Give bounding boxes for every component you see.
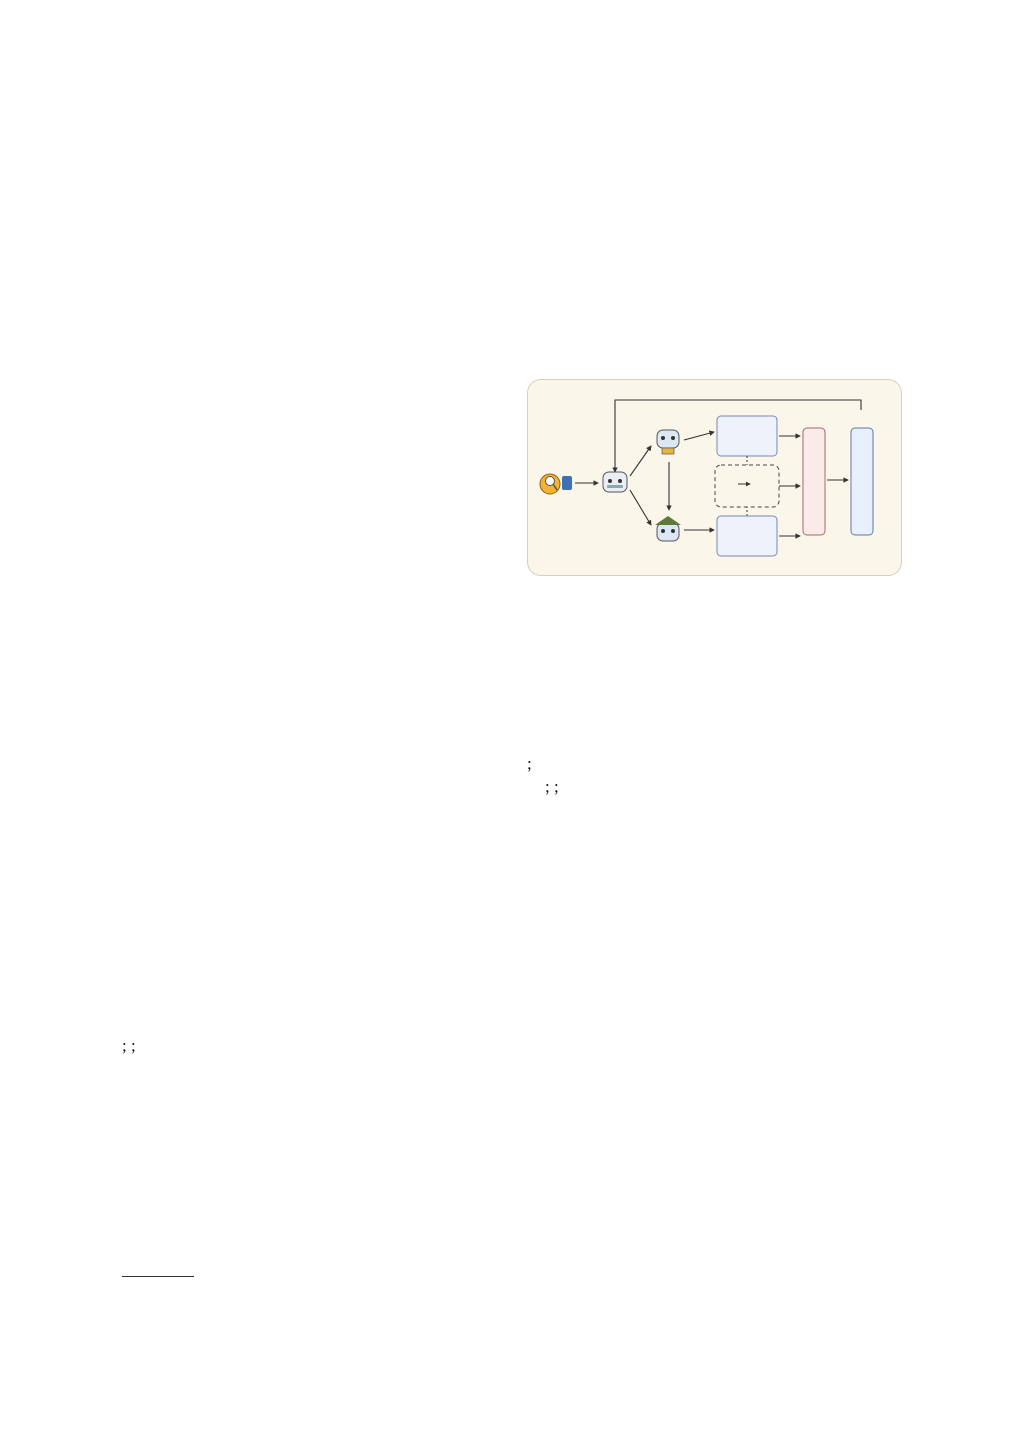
to-anchor-arrow [630,446,651,476]
figure-1 [527,379,902,576]
paragraph: ; [527,754,532,773]
paragraph: ; ; [545,777,559,797]
advantage-column [851,428,873,535]
explorer-robot-icon [655,516,681,541]
footnotes [122,1280,499,1325]
figure-1-diagram [528,380,901,575]
intro-paragraph: ; ; [122,1036,136,1055]
reward-column [803,428,825,535]
query-icon [540,474,572,494]
section-heading [122,995,152,1017]
rollout-top-box [717,416,777,456]
footnote-rule [122,1276,194,1277]
rollout-bottom-box [717,516,777,556]
anchor-rollout-arrow [684,432,714,440]
footnote-code [122,1303,499,1326]
policy-model-robot-icon [603,472,627,492]
anchor-robot-icon [657,430,679,454]
to-explorer-arrow [630,490,651,525]
right-column-body [527,752,902,798]
pseudo-label-region [715,465,779,507]
footnote-corresponding [122,1280,499,1303]
